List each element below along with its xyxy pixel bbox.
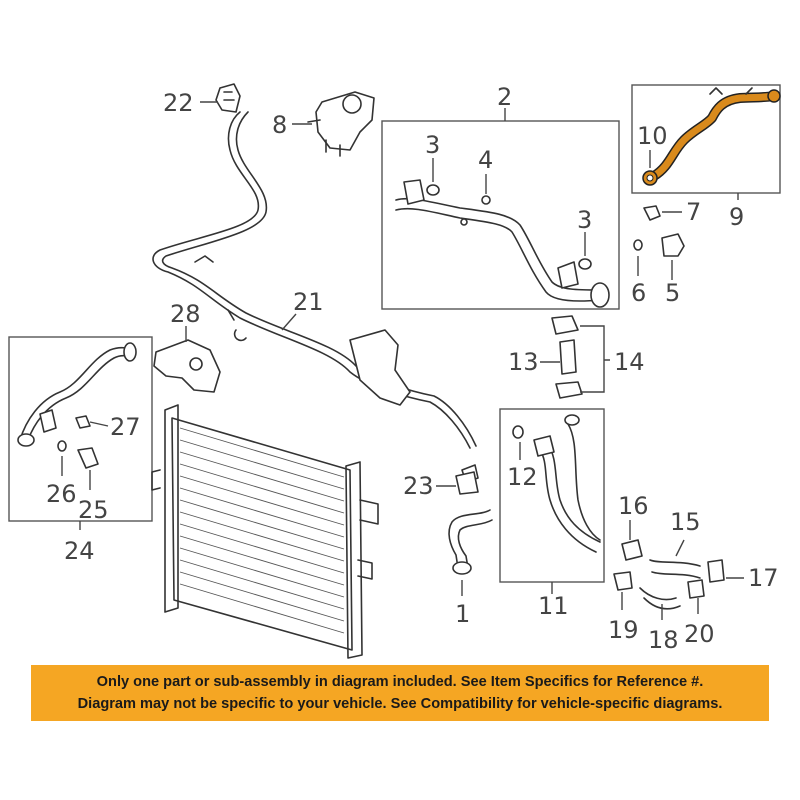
- callout-3a: 3: [425, 131, 441, 159]
- sensor-25: [78, 448, 98, 468]
- notice-banner: [31, 665, 769, 721]
- callout-26: 26: [46, 480, 77, 508]
- clip-7: [644, 206, 660, 220]
- callout-20: 20: [684, 620, 715, 648]
- callout-8: 8: [272, 111, 288, 139]
- callout-17: 17: [748, 564, 779, 592]
- washer-6: [634, 240, 642, 250]
- valve-8: [308, 92, 374, 156]
- hose-15: [650, 560, 700, 578]
- callout-27: 27: [110, 413, 141, 441]
- washer-3b: [579, 259, 591, 269]
- callout-5: 5: [665, 279, 681, 307]
- callout-10: 10: [637, 122, 668, 150]
- callout-6: 6: [631, 279, 647, 307]
- notice-line-1: Only one part or sub-assembly in diagram included. See Item Specifics for Reference #.: [96, 674, 704, 690]
- clip-27: [76, 416, 90, 428]
- callout-11: 11: [538, 592, 569, 620]
- callout-22: 22: [163, 89, 194, 117]
- callout-13: 13: [508, 348, 539, 376]
- washer-26: [58, 441, 66, 451]
- callout-23: 23: [403, 472, 434, 500]
- coolant-pipe-11: [534, 415, 600, 552]
- clamp-19: [614, 572, 632, 590]
- callout-12: 12: [507, 463, 538, 491]
- clamp-17: [708, 560, 724, 582]
- clamp-14-bottom: [556, 382, 582, 398]
- hose-1: [449, 510, 492, 574]
- clamp-16: [622, 540, 642, 560]
- oring-12: [513, 426, 523, 438]
- sensor-5: [662, 234, 684, 256]
- callout-24: 24: [64, 537, 95, 565]
- callout-3b: 3: [577, 206, 593, 234]
- callout-1: 1: [455, 600, 471, 628]
- callout-2: 2: [497, 83, 513, 111]
- clamp-23: [456, 472, 478, 494]
- callout-14: 14: [614, 348, 645, 376]
- clamp-14-top: [552, 316, 578, 334]
- callout-16: 16: [618, 492, 649, 520]
- coolant-pipe-2: [396, 180, 609, 307]
- washer-3a: [427, 185, 439, 195]
- clip-22: [216, 84, 240, 112]
- clamp-20: [688, 580, 704, 598]
- notice-line-2: Diagram may not be specific to your vehicle. See Compatibility for vehicle-specific diagrams.: [77, 696, 723, 712]
- callout-19: 19: [608, 616, 639, 644]
- callout-15: 15: [670, 508, 701, 536]
- callout-28: 28: [170, 300, 201, 328]
- callout-7: 7: [686, 198, 702, 226]
- oring-4: [482, 196, 490, 204]
- hose-13: [560, 340, 576, 374]
- outlet-housing-28: [154, 340, 220, 392]
- callout-21: 21: [293, 288, 324, 316]
- callout-9: 9: [729, 203, 745, 231]
- callout-4: 4: [478, 146, 494, 174]
- callout-25: 25: [78, 496, 109, 524]
- radiator-part: [152, 405, 378, 658]
- callout-18: 18: [648, 626, 679, 654]
- hose-18: [640, 588, 680, 609]
